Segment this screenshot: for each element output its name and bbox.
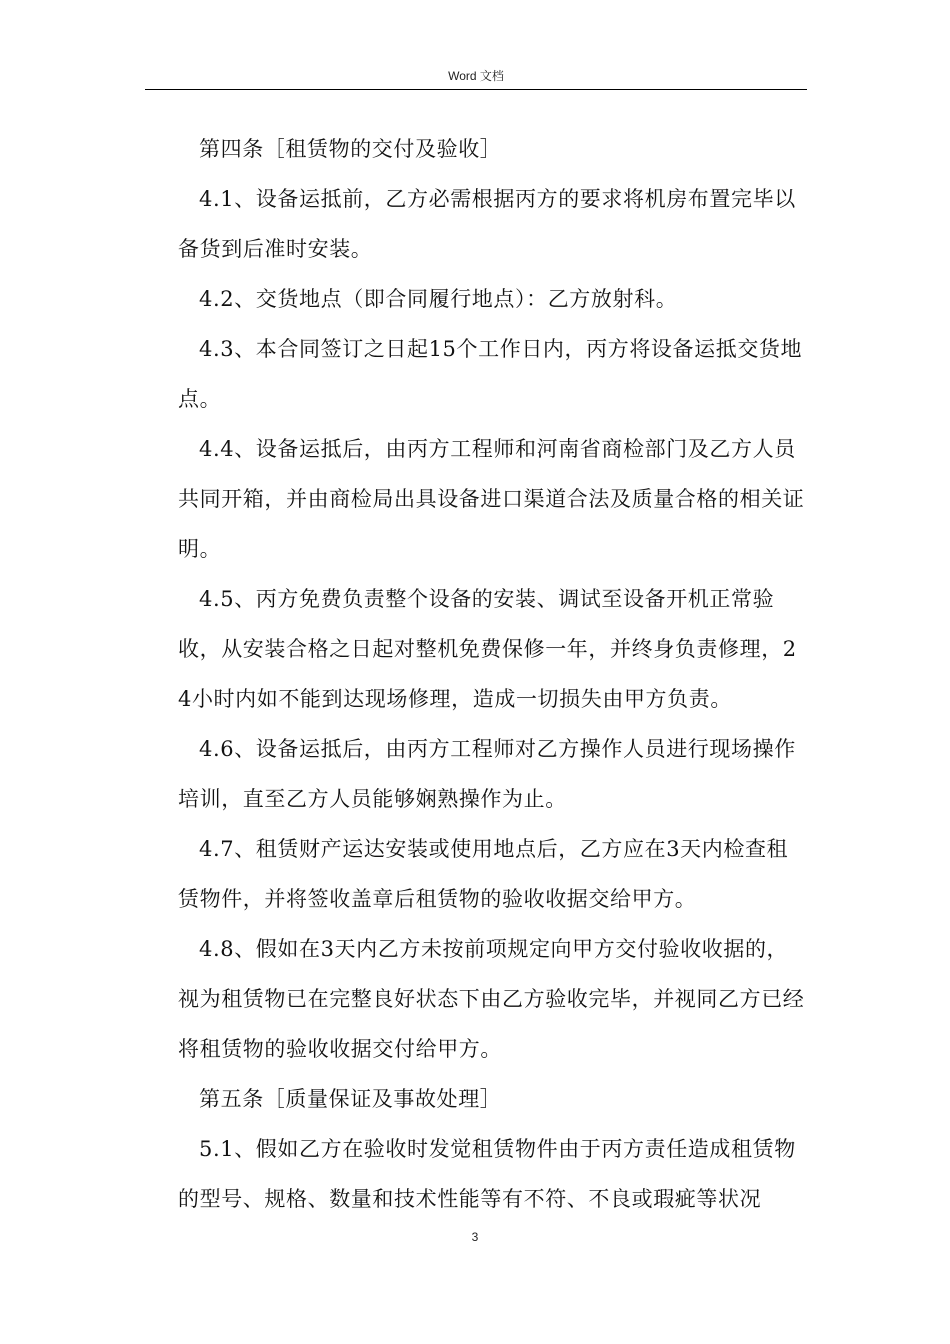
clause-5-1: 5.1、假如乙方在验收时发觉租赁物件由于丙方责任造成租赁物的型号、规格、数量和技术性能等有不符、不良或瑕疵等状况 <box>178 1137 796 1211</box>
clause-4-1: 4.1、设备运抵前，乙方必需根据丙方的要求将机房布置完毕以备货到后准时安装。 <box>178 187 796 261</box>
clause-4-5: 4.5、丙方免费负责整个设备的安装、调试至设备开机正常验收，从安装合格之日起对整机免费保修一年，并终身负责修理，24小时内如不能到达现场修理，造成一切损失由甲方负责。 <box>178 587 797 711</box>
header-title: Word 文档 <box>448 69 504 83</box>
document-body <box>178 124 806 1224</box>
clause-4-8: 4.8、假如在3天内乙方未按前项规定向甲方交付验收收据的，视为租赁物已在完整良好状态下由乙方验收完毕，并视同乙方已经将租赁物的验收收据交付给甲方。 <box>178 937 805 1061</box>
clause-4-3: 4.3、本合同签订之日起15个工作日内，丙方将设备运抵交货地点。 <box>178 337 803 411</box>
page-number: 3 <box>471 1230 479 1244</box>
clause-4-6: 4.6、设备运抵后，由丙方工程师对乙方操作人员进行现场操作培训，直至乙方人员能够娴熟操作为止。 <box>178 737 796 811</box>
article-5-heading: 第五条［质量保证及事故处理］ <box>199 1087 502 1111</box>
article-4-heading: 第四条［租赁物的交付及验收］ <box>199 137 502 161</box>
clause-4-7: 4.7、租赁财产运达安装或使用地点后，乙方应在3天内检查租赁物件，并将签收盖章后租赁物的验收收据交给甲方。 <box>178 837 789 911</box>
page-header <box>145 67 807 90</box>
clause-4-4: 4.4、设备运抵后，由丙方工程师和河南省商检部门及乙方人员共同开箱，并由商检局出具设备进口渠道合法及质量合格的相关证明。 <box>178 437 805 561</box>
clause-4-2: 4.2、交货地点（即合同履行地点）：乙方放射科。 <box>199 287 678 311</box>
